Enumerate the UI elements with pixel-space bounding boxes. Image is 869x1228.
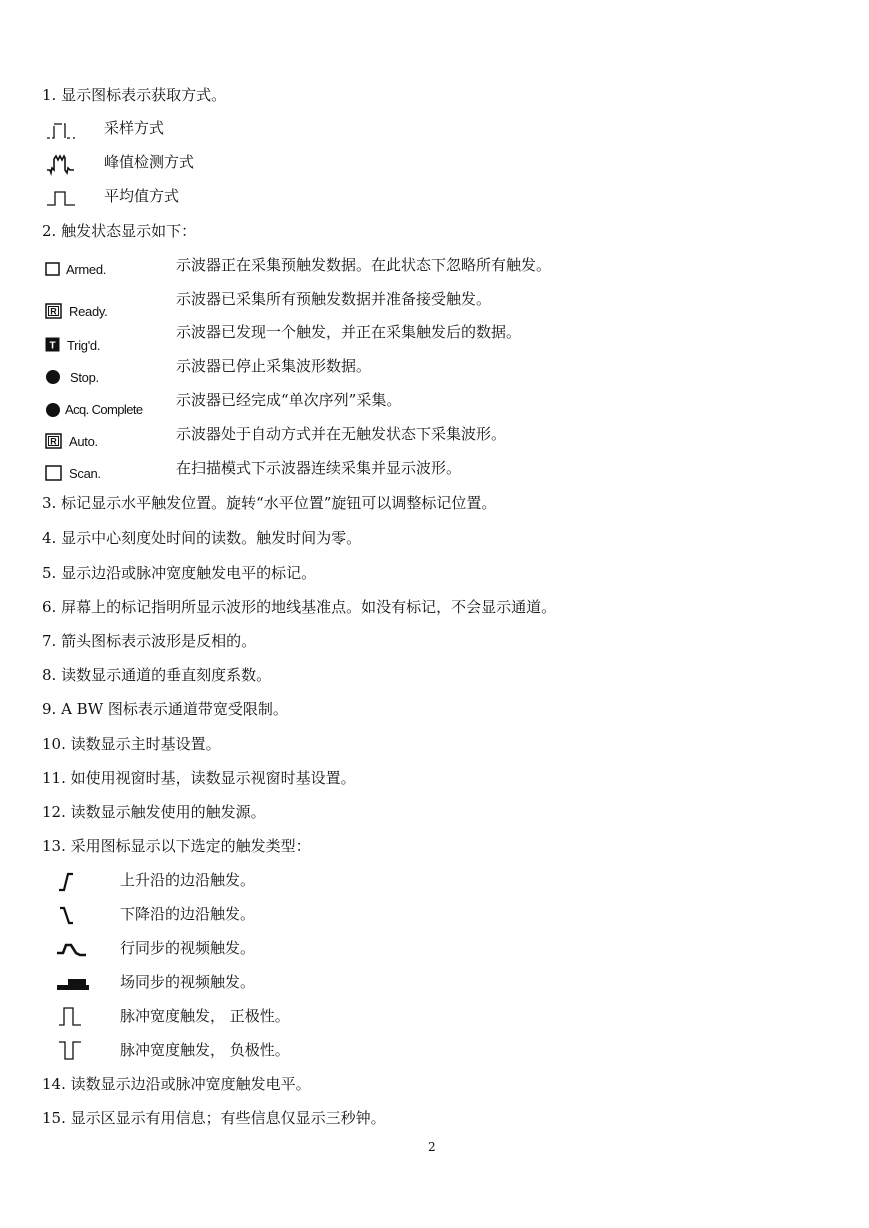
ready-icon [45,303,63,319]
acq-mode-label-average: 平均值方式 [104,187,180,205]
scan-icon [45,465,63,481]
falling-edge-icon [58,905,78,927]
item-10-text: 10. 读数显示主时基设置。 [42,735,221,753]
video-line-icon [56,939,92,959]
svg-text:R: R [50,436,57,447]
item-14-text: 14. 读数显示边沿或脉冲宽度触发电平。 [42,1075,311,1093]
acq-mode-label-peak: 峰值检测方式 [104,153,195,171]
item-9-text: 9. A BW 图标表示通道带宽受限制。 [42,700,288,718]
trigger-type-label-video-line: 行同步的视频触发。 [120,939,256,957]
item-7-text: 7. 箭头图标表示波形是反相的。 [42,632,257,650]
rising-edge-icon [58,871,78,893]
trigd-icon [45,337,61,352]
trigger-state-desc: 示波器已经完成“单次序列”采集。 [176,391,402,409]
auto-icon [45,433,63,449]
svg-text:R: R [50,306,57,317]
trigger-type-label-video-field: 场同步的视频触发。 [120,973,256,991]
item-1-text: 1. 显示图标表示获取方式。 [42,86,227,104]
trigger-type-label-falling: 下降沿的边沿触发。 [120,905,256,923]
trigger-type-label-rising: 上升沿的边沿触发。 [120,871,256,889]
stop-icon [45,369,61,385]
trigger-state-label: Acq. Complete [65,402,143,417]
trigger-state-label: Stop. [70,370,99,385]
trigger-state-desc: 示波器已停止采集波形数据。 [176,357,372,375]
peak-detect-icon [46,154,78,174]
trigger-type-label-pulse-negative: 脉冲宽度触发， 负极性。 [120,1041,290,1059]
acq-mode-label-sample: 采样方式 [104,119,165,137]
trigger-state-desc: 在扫描模式下示波器连续采集并显示波形。 [176,459,462,477]
item-15-text: 15. 显示区显示有用信息；有些信息仅显示三秒钟。 [42,1109,386,1127]
video-field-icon [56,973,92,993]
average-mode-icon [46,188,78,208]
item-11-text: 11. 如使用视窗时基，读数显示视窗时基设置。 [42,769,356,787]
item-5-text: 5. 显示边沿或脉冲宽度触发电平的标记。 [42,564,317,582]
sample-mode-icon [46,121,78,141]
trigger-state-desc: 示波器已发现一个触发，并正在采集触发后的数据。 [176,323,522,341]
item-12-text: 12. 读数显示触发使用的触发源。 [42,803,266,821]
pulse-negative-icon [58,1040,84,1062]
pulse-positive-icon [58,1006,84,1028]
trigger-state-desc: 示波器处于自动方式并在无触发状态下采集波形。 [176,425,507,443]
svg-text:T: T [49,340,56,352]
trigger-state-label: Trig'd. [67,338,101,353]
page-number: 2 [428,1140,436,1154]
trigger-state-label: Ready. [69,304,108,319]
armed-icon [45,262,61,276]
item-13-text: 13. 采用图标显示以下选定的触发类型： [42,837,311,855]
trigger-state-label: Auto. [69,434,98,449]
trigger-state-label: Scan. [69,466,101,481]
trigger-state-label: Armed. [66,262,107,277]
item-3-text: 3. 标记显示水平触发位置。旋转“水平位置”旋钮可以调整标记位置。 [42,494,497,512]
trigger-state-desc: 示波器已采集所有预触发数据并准备接受触发。 [176,290,492,308]
item-8-text: 8. 读数显示通道的垂直刻度系数。 [42,666,272,684]
item-4-text: 4. 显示中心刻度处时间的读数。触发时间为零。 [42,529,362,547]
item-2-text: 2. 触发状态显示如下： [42,222,197,240]
item-6-text: 6. 屏幕上的标记指明所显示波形的地线基准点。如没有标记，不会显示通道。 [42,598,557,616]
trigger-state-desc: 示波器正在采集预触发数据。在此状态下忽略所有触发。 [176,256,552,274]
trigger-type-label-pulse-positive: 脉冲宽度触发， 正极性。 [120,1007,290,1025]
acq-complete-icon [45,402,61,418]
